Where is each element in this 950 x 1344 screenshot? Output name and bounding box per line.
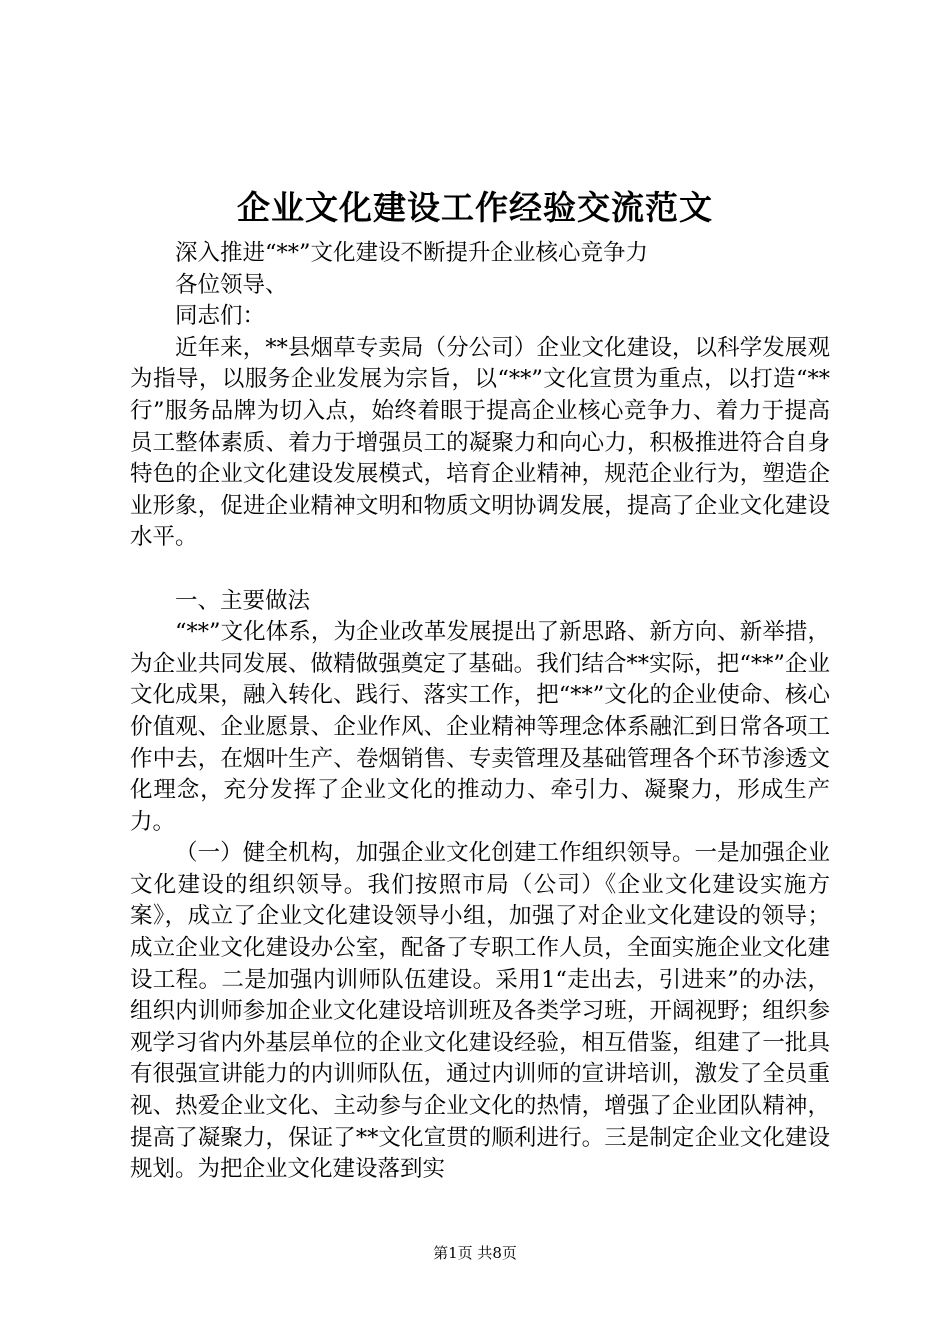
body-paragraph: （一）健全机构，加强企业文化创建工作组织领导。一是加强企业文化建设的组织领导。我们按照市局（公司）《企业文化建设实施方案》，成立了企业文化建设领导小组，加强了对企业文化建设的领导；成立企业文化建设办公室，配备了专职工作人员，全面实施企业文化建设工程。二是加强内训师队伍建设。采用1“走出去，引进来”的办法，组织内训师参加企业文化建设培训班及各类学习班，开阔视野；组织参观学习省内外基层单位的企业文化建设经验，相互借鉴，组建了一批具有很强宣讲能力的内训师队伍，通过内训师的宣讲培训，激发了全员重视、热爱企业文化、主动参与企业文化的热情，增强了企业团队精神，提高了凝聚力，保证了**文化宣贯的顺利进行。三是制定企业文化建设规划。为把企业文化建设落到实 — [130, 840, 830, 1183]
body-paragraph: “**”文化体系，为企业改革发展提出了新思路、新方向、新举措，为企业共同发展、做精做强奠定了基础。我们结合**实际，把“**”企业文化成果，融入转化、践行、落实工作，把“**”文化的企业使命、核心价值观、企业愿景、企业作风、企业精神等理念体系融汇到日常各项工作中去，在烟叶生产、卷烟销售、专卖管理及基础管理各个环节渗透文化理念，充分发挥了企业文化的推动力、牵引力、凝聚力，形成生产力。 — [130, 619, 830, 835]
page-number-footer: 第1页 共8页 — [433, 1244, 517, 1262]
subtitle-paragraph: 深入推进“**”文化建设不断提升企业核心竞争力 — [175, 240, 649, 266]
intro-paragraph: 近年来，**县烟草专卖局（分公司）企业文化建设，以科学发展观为指导，以服务企业发展为宗旨，以“**”文化宣贯为重点，以打造“**行”服务品牌为切入点，始终着眼于提高企业核心竞争力、着力于提高员工整体素质、着力于增强员工的凝聚力和向心力，积极推进符合自身特色的企业文化建设发展模式，培育企业精神，规范企业行为，塑造企业形象，促进企业精神文明和物质文明协调发展，提高了企业文化建设水平。 — [130, 334, 830, 551]
document-body — [130, 238, 830, 1186]
document-title: 企业文化建设工作经验交流范文 — [237, 188, 713, 227]
salutation-line-2: 同志们： — [175, 303, 266, 330]
section-heading: 一、主要做法 — [175, 587, 311, 614]
salutation-line-1: 各位领导、 — [175, 271, 288, 298]
